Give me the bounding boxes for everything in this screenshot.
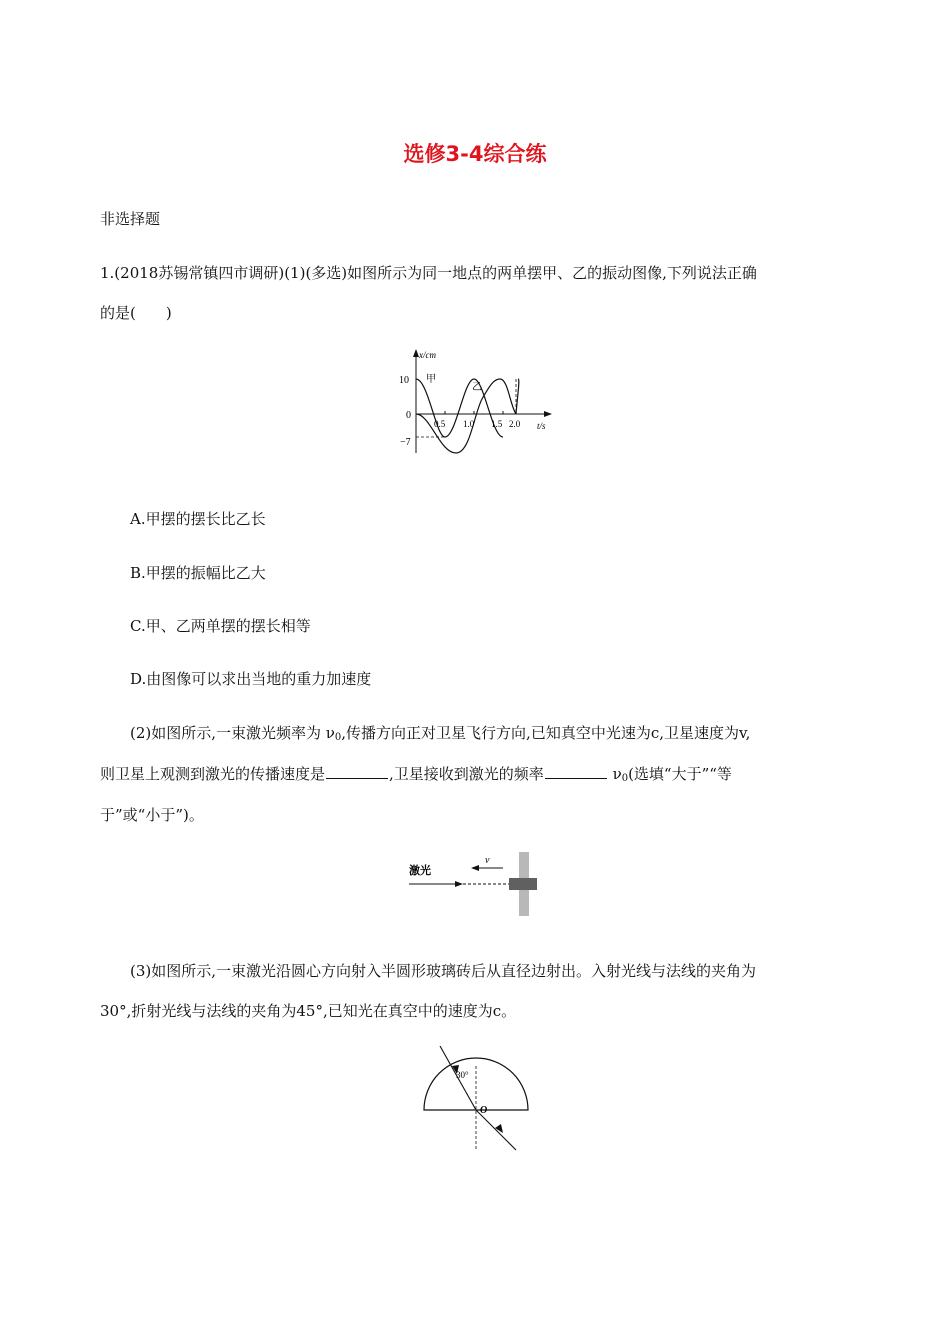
option-d[interactable]: D.由图像可以求出当地的重力加速度 <box>130 670 372 688</box>
q1-stem-line2: 的是( ) <box>100 304 172 322</box>
q1-stem-line1: 1.(2018苏锡常镇四市调研)(1)(多选)如图所示为同一地点的两单摆甲、乙的振动图像,下列说法正确 <box>100 264 757 282</box>
page-title: 选修3-4综合练 <box>403 142 547 166</box>
part3-line1: (3)如图所示,一束激光沿圆心方向射入半圆形玻璃砖后从直径边射出。入射光线与法线的夹角为 <box>130 962 757 980</box>
semicircle-glass-figure <box>412 1042 542 1154</box>
series-label-jia: 甲 <box>426 374 436 385</box>
laser-satellite-figure <box>405 848 555 920</box>
x-axis-label: t/s <box>537 421 546 431</box>
option-b[interactable]: B.甲摆的振幅比乙大 <box>130 564 266 582</box>
angle-label: 30° <box>456 1070 469 1080</box>
part2-line2: 则卫星上观测到激光的传播速度是 ,卫星接收到激光的频率 $\nu_0$(选填“大于”“等 <box>100 765 732 784</box>
series-label-yi: 乙 <box>472 382 482 393</box>
refracted-ray <box>476 1110 516 1150</box>
x-tick-2.0: 2.0 <box>509 419 521 429</box>
y-axis-label: x/cm <box>419 350 436 360</box>
y-tick-10: 10 <box>399 375 409 386</box>
velocity-label: v <box>485 855 490 866</box>
answer-blank-frequency[interactable] <box>545 766 607 779</box>
answer-blank-speed[interactable] <box>326 766 388 779</box>
center-label: O <box>480 1105 488 1116</box>
section-heading: 非选择题 <box>100 210 161 228</box>
x-axis-arrow <box>544 411 552 417</box>
y-tick-0: 0 <box>406 410 411 421</box>
y-tick-neg7: −7 <box>400 437 411 448</box>
option-c[interactable]: C.甲、乙两单摆的摆长相等 <box>130 617 311 635</box>
part2-line1: (2)如图所示,一束激光频率为 $\nu_0$,传播方向正对卫星飞行方向,已知真空中光速为c,卫星速度为v, <box>130 724 751 743</box>
curve-jia <box>416 379 503 437</box>
part2-line3: 于”或“小于”)。 <box>100 806 204 824</box>
option-a[interactable]: A.甲摆的摆长比乙长 <box>130 510 266 528</box>
part3-line2: 30°,折射光线与法线的夹角为45°,已知光在真空中的速度为c。 <box>100 1002 517 1020</box>
vibration-graph <box>390 345 560 465</box>
x-tick-1.0: 1.0 <box>463 419 475 429</box>
x-tick-0.5: 0.5 <box>434 419 446 429</box>
laser-label: 激光 <box>409 865 431 877</box>
satellite-body <box>509 878 537 890</box>
x-tick-1.5: 1.5 <box>491 419 503 429</box>
